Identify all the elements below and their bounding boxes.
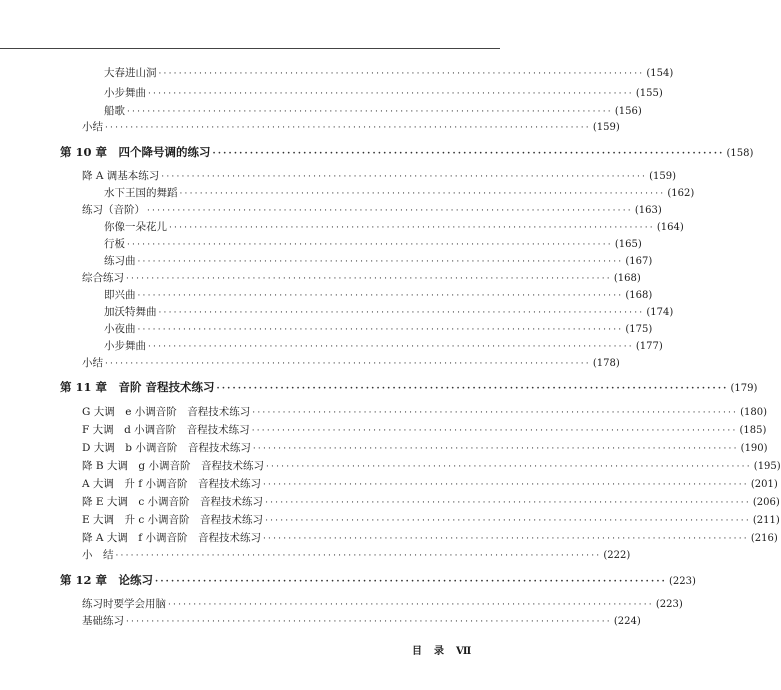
toc-entry-title: 练习（音阶） xyxy=(82,204,145,216)
toc-leader-dots: ································································································ xyxy=(137,257,624,267)
toc-entry xyxy=(82,477,778,492)
toc-entry xyxy=(104,186,695,201)
toc-entry-title: 加沃特舞曲 xyxy=(104,306,157,318)
toc-entry-title: 降 A 调基本练习 xyxy=(82,170,160,182)
toc-leader-dots: ································································································ xyxy=(158,308,645,318)
toc-leader-dots: ································································································ xyxy=(126,617,612,627)
toc-leader-dots: ································································································ xyxy=(216,384,729,394)
toc-entry-page: (154) xyxy=(646,68,674,79)
toc-leader-dots: ································································································ xyxy=(158,69,645,79)
toc-entry-title: 小结 xyxy=(82,357,103,369)
toc-entry xyxy=(104,288,653,303)
toc-entry-page: (159) xyxy=(592,122,620,133)
toc-entry-page: (168) xyxy=(613,273,641,284)
toc-entry-title: F 大调 d 小调音阶 音程技术练习 xyxy=(82,424,250,436)
toc-entry-title: 综合练习 xyxy=(82,272,124,284)
toc-entry xyxy=(82,356,620,371)
toc-entry-page: (156) xyxy=(614,106,642,117)
toc-entry xyxy=(104,254,653,269)
toc-entry-title: 降 E 大调 c 小调音阶 音程技术练习 xyxy=(82,496,264,508)
toc-entry-page: (224) xyxy=(613,616,641,627)
toc-leader-dots: ································································································ xyxy=(161,172,648,182)
toc-entry-page: (168) xyxy=(625,290,653,301)
toc-entry-title: 小结 xyxy=(82,121,103,133)
toc-leader-dots: ································································································ xyxy=(262,480,749,490)
toc-leader-dots: ································································································ xyxy=(265,516,751,526)
toc-entry-page: (222) xyxy=(603,550,631,561)
toc-entry xyxy=(82,513,780,528)
toc-entry xyxy=(82,459,781,474)
toc-leader-dots: ································································································ xyxy=(179,189,666,199)
toc-entry-title: 第 10 章 四个降号调的练习 xyxy=(60,145,211,159)
toc-entry xyxy=(82,271,641,286)
toc-entry-title: 降 B 大调 g 小调音阶 音程技术练习 xyxy=(82,460,264,472)
toc-entry-page: (223) xyxy=(655,599,683,610)
toc-leader-dots: ································································································ xyxy=(137,291,624,301)
toc-entry-page: (177) xyxy=(635,341,663,352)
page-number: Ⅶ xyxy=(456,646,472,657)
toc-entry-title: 船歌 xyxy=(104,105,125,117)
toc-entry xyxy=(104,220,684,235)
toc-entry-page: (167) xyxy=(625,256,653,267)
toc-entry-page: (195) xyxy=(753,461,781,472)
toc-entry xyxy=(104,339,663,354)
page-footer xyxy=(412,642,483,657)
toc-entry-title: 小步舞曲 xyxy=(104,340,146,352)
toc-entry xyxy=(104,305,674,320)
toc-entry-page: (201) xyxy=(750,479,778,490)
toc-entry-title: E 大调 升 c 小调音阶 音程技术练习 xyxy=(82,514,264,526)
toc-entry-page: (165) xyxy=(614,239,642,250)
toc-leader-dots: ································································································ xyxy=(252,408,739,418)
toc-leader-dots: ································································································ xyxy=(251,426,738,436)
toc-entry-page: (162) xyxy=(667,188,695,199)
toc-leader-dots: ································································································ xyxy=(127,107,613,117)
toc-entry xyxy=(104,104,642,119)
toc-entry-page: (178) xyxy=(592,358,620,369)
toc-entry-page: (158) xyxy=(726,148,754,159)
toc-leader-dots: ································································································ xyxy=(147,206,633,216)
toc-leader-dots: ································································································ xyxy=(148,89,634,99)
toc-entry-title: 降 A 大调 f 小调音阶 音程技术练习 xyxy=(82,532,261,544)
toc-entry-page: (206) xyxy=(752,497,780,508)
toc-entry xyxy=(104,66,674,81)
toc-entry xyxy=(82,405,768,420)
toc-entry xyxy=(82,597,683,612)
toc-entry xyxy=(82,120,620,135)
toc-entry-title: G 大调 e 小调音阶 音程技术练习 xyxy=(82,406,251,418)
toc-entry-page: (159) xyxy=(649,171,676,182)
toc-entry xyxy=(82,531,778,546)
toc-entry-title: 你像一朵花儿 xyxy=(104,221,167,233)
toc-leader-dots: ································································································ xyxy=(105,359,591,369)
toc-leader-dots: ································································································ xyxy=(105,123,591,133)
toc-entry-page: (179) xyxy=(730,383,758,394)
footer-label-2: 录 xyxy=(434,646,444,657)
toc-entry-title: 小 结 xyxy=(82,549,114,561)
toc-entry-page: (180) xyxy=(740,407,768,418)
toc-entry-page: (190) xyxy=(740,443,768,454)
toc-leader-dots: ································································································ xyxy=(265,462,752,472)
toc-leader-dots: ································································································ xyxy=(127,240,613,250)
toc-leader-dots: ································································································ xyxy=(265,498,751,508)
toc-leader-dots: ································································································ xyxy=(169,223,655,233)
toc-entry xyxy=(82,441,768,456)
toc-entry xyxy=(82,423,767,438)
toc-leader-dots: ································································································ xyxy=(137,325,624,335)
toc-entry-page: (211) xyxy=(752,515,780,526)
toc-entry-title: 小步舞曲 xyxy=(104,87,146,99)
toc-leader-dots: ································································································ xyxy=(115,551,602,561)
toc-entry-page: (223) xyxy=(669,576,696,587)
toc-entry-title: 小夜曲 xyxy=(104,323,136,335)
toc-entry-title: 即兴曲 xyxy=(104,289,136,301)
toc-entry-page: (155) xyxy=(635,88,663,99)
toc-entry-page: (163) xyxy=(634,205,662,216)
toc-entry-title: 大春进山洞 xyxy=(104,67,157,79)
toc-leader-dots: ································································································ xyxy=(148,342,634,352)
toc-entry-page: (216) xyxy=(750,533,778,544)
toc-entry xyxy=(82,203,662,218)
toc-entry-title: 行板 xyxy=(104,238,125,250)
toc-entry-page: (175) xyxy=(625,324,653,335)
toc-entry-title: 练习曲 xyxy=(104,255,136,267)
chapter-heading xyxy=(60,145,754,161)
toc-entry-title: 第 11 章 音阶 音程技术练习 xyxy=(60,380,215,394)
toc-entry-title: D 大调 b 小调音阶 音程技术练习 xyxy=(82,442,251,454)
toc-entry xyxy=(82,614,641,629)
toc-entry-title: 练习时要学会用脑 xyxy=(82,598,166,610)
toc-entry xyxy=(82,548,631,563)
toc-entry xyxy=(104,86,663,101)
toc-entry-title: 水下王国的舞蹈 xyxy=(104,187,178,199)
toc-leader-dots: ································································································ xyxy=(212,149,725,159)
toc-leader-dots: ································································································ xyxy=(168,600,654,610)
chapter-heading xyxy=(60,380,758,396)
toc-entry-title: 第 12 章 论练习 xyxy=(60,573,154,587)
toc-leader-dots: ································································································ xyxy=(155,577,668,587)
chapter-heading xyxy=(60,573,696,589)
toc-entry-page: (185) xyxy=(739,425,767,436)
toc-leader-dots: ································································································ xyxy=(126,274,612,284)
toc-entry-title: A 大调 升 f 小调音阶 音程技术练习 xyxy=(82,478,261,490)
toc-entry-page: (164) xyxy=(656,222,684,233)
toc-leader-dots: ································································································ xyxy=(252,444,739,454)
toc-entry-title: 基础练习 xyxy=(82,615,124,627)
toc-entry xyxy=(104,237,642,252)
toc-entry-page: (174) xyxy=(646,307,674,318)
toc-entry xyxy=(82,495,780,510)
toc-entry xyxy=(82,169,676,184)
toc-entry xyxy=(104,322,653,337)
toc-leader-dots: ································································································ xyxy=(262,534,749,544)
footer-label-1: 目 xyxy=(412,646,422,657)
